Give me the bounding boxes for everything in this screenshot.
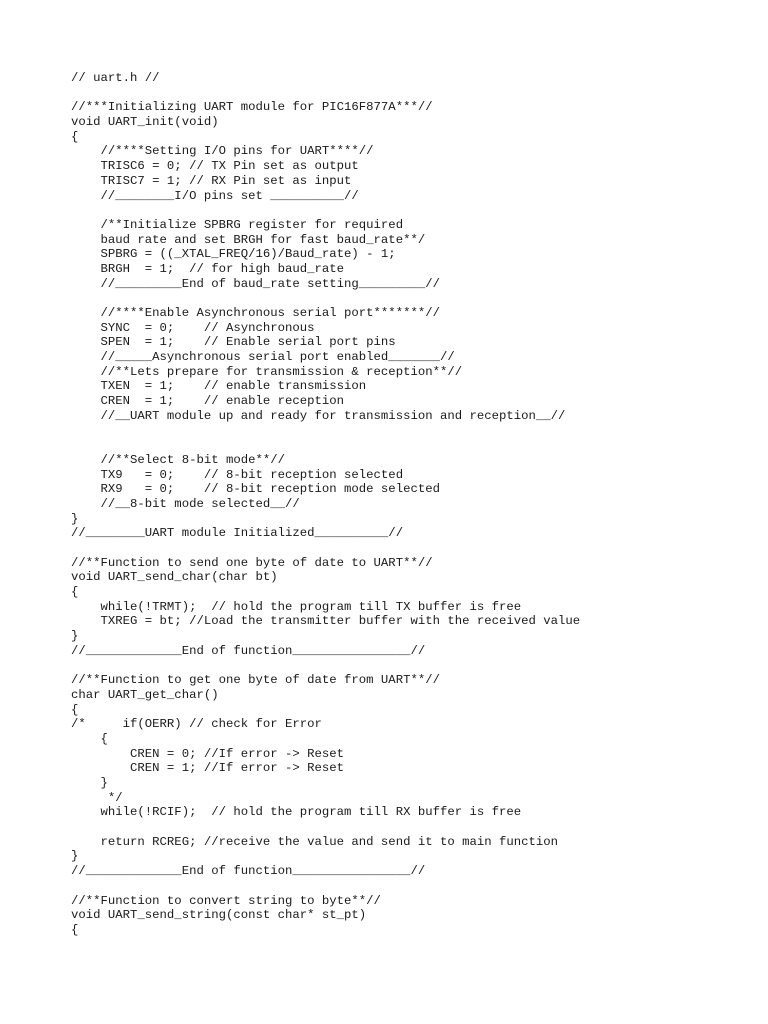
code-line (71, 86, 751, 101)
code-line: { (71, 702, 79, 717)
code-line: //****Enable Asynchronous serial port*******// (71, 306, 440, 320)
code-line: while(!TRMT); // hold the program till TX buffer is free (71, 599, 522, 614)
code-line: TX9 = 0; // 8-bit reception selected (71, 467, 404, 482)
code-line: //__8-bit mode selected__// (71, 496, 300, 511)
code-line: while(!RCIF); // hold the program till RX buffer is free (71, 805, 522, 820)
code-line: //_____Asynchronous serial port enabled_______// (71, 350, 455, 365)
code-line: /* if(OERR) // check for Error (71, 717, 322, 732)
code-line: //_____________End of function________________// (71, 643, 426, 658)
code-line: TRISC6 = 0; // TX Pin set as output (71, 159, 359, 174)
code-line: char UART_get_char() (71, 687, 219, 702)
code-line: void UART_send_char(char bt) (71, 570, 278, 585)
code-line: void UART_send_string(const char* st_pt) (71, 908, 367, 923)
code-line: { (71, 585, 79, 600)
code-line: { (71, 731, 108, 746)
code-line (71, 438, 751, 453)
code-line: // uart.h // (71, 71, 160, 85)
code-line (71, 879, 751, 894)
code-line: //________UART module Initialized__________// (71, 526, 404, 541)
code-line: CREN = 1; //If error -> Reset (71, 761, 345, 776)
code-line: TXREG = bt; //Load the transmitter buffer with the received value (71, 614, 581, 629)
code-line: CREN = 0; //If error -> Reset (71, 746, 345, 761)
code-line (71, 291, 751, 306)
code-line (71, 820, 751, 835)
code-line: } (71, 511, 79, 526)
code-line: return RCREG; //receive the value and send it to main function (71, 834, 559, 849)
code-line: //**Select 8-bit mode**// (71, 452, 286, 467)
code-line: SYNC = 0; // Asynchronous (71, 320, 315, 335)
code-line: SPEN = 1; // Enable serial port pins (71, 335, 396, 350)
code-line: SPBRG = ((_XTAL_FREQ/16)/Baud_rate) - 1; (71, 247, 396, 262)
code-line: //**Function to get one byte of date from UART**// (71, 673, 440, 688)
code-line: */ (71, 790, 123, 805)
code-line: RX9 = 0; // 8-bit reception mode selected (71, 482, 440, 497)
code-line: //_____________End of function________________// (71, 864, 426, 879)
code-line: void UART_init(void) (71, 115, 219, 130)
code-line: //________I/O pins set __________// (71, 188, 359, 203)
code-line: //**Function to send one byte of date to UART**// (71, 555, 433, 570)
code-line: BRGH = 1; // for high baud_rate (71, 261, 345, 276)
code-line (71, 424, 751, 439)
code-line: } (71, 849, 79, 864)
code-line: /**Initialize SPBRG register for required (71, 217, 404, 232)
code-line: //__UART module up and ready for transmission and reception__// (71, 408, 566, 423)
code-line: //***Initializing UART module for PIC16F877A***// (71, 100, 433, 115)
code-line: TXEN = 1; // enable transmission (71, 379, 367, 394)
code-line: //****Setting I/O pins for UART****// (71, 144, 374, 159)
code-line: baud rate and set BRGH for fast baud_rate**/ (71, 232, 426, 247)
code-line (71, 203, 751, 218)
code-line: CREN = 1; // enable reception (71, 394, 345, 409)
code-line: } (71, 629, 79, 644)
code-line: { (71, 129, 79, 144)
code-line: } (71, 776, 108, 790)
code-line: //**Lets prepare for transmission & reception**// (71, 364, 463, 379)
code-line: //**Function to convert string to byte**// (71, 893, 381, 908)
code-line (71, 541, 751, 556)
code-line: //_________End of baud_rate setting_________// (71, 276, 440, 291)
code-listing (71, 71, 751, 938)
code-line: TRISC7 = 1; // RX Pin set as input (71, 173, 352, 188)
code-line: { (71, 922, 79, 937)
code-line (71, 659, 751, 674)
